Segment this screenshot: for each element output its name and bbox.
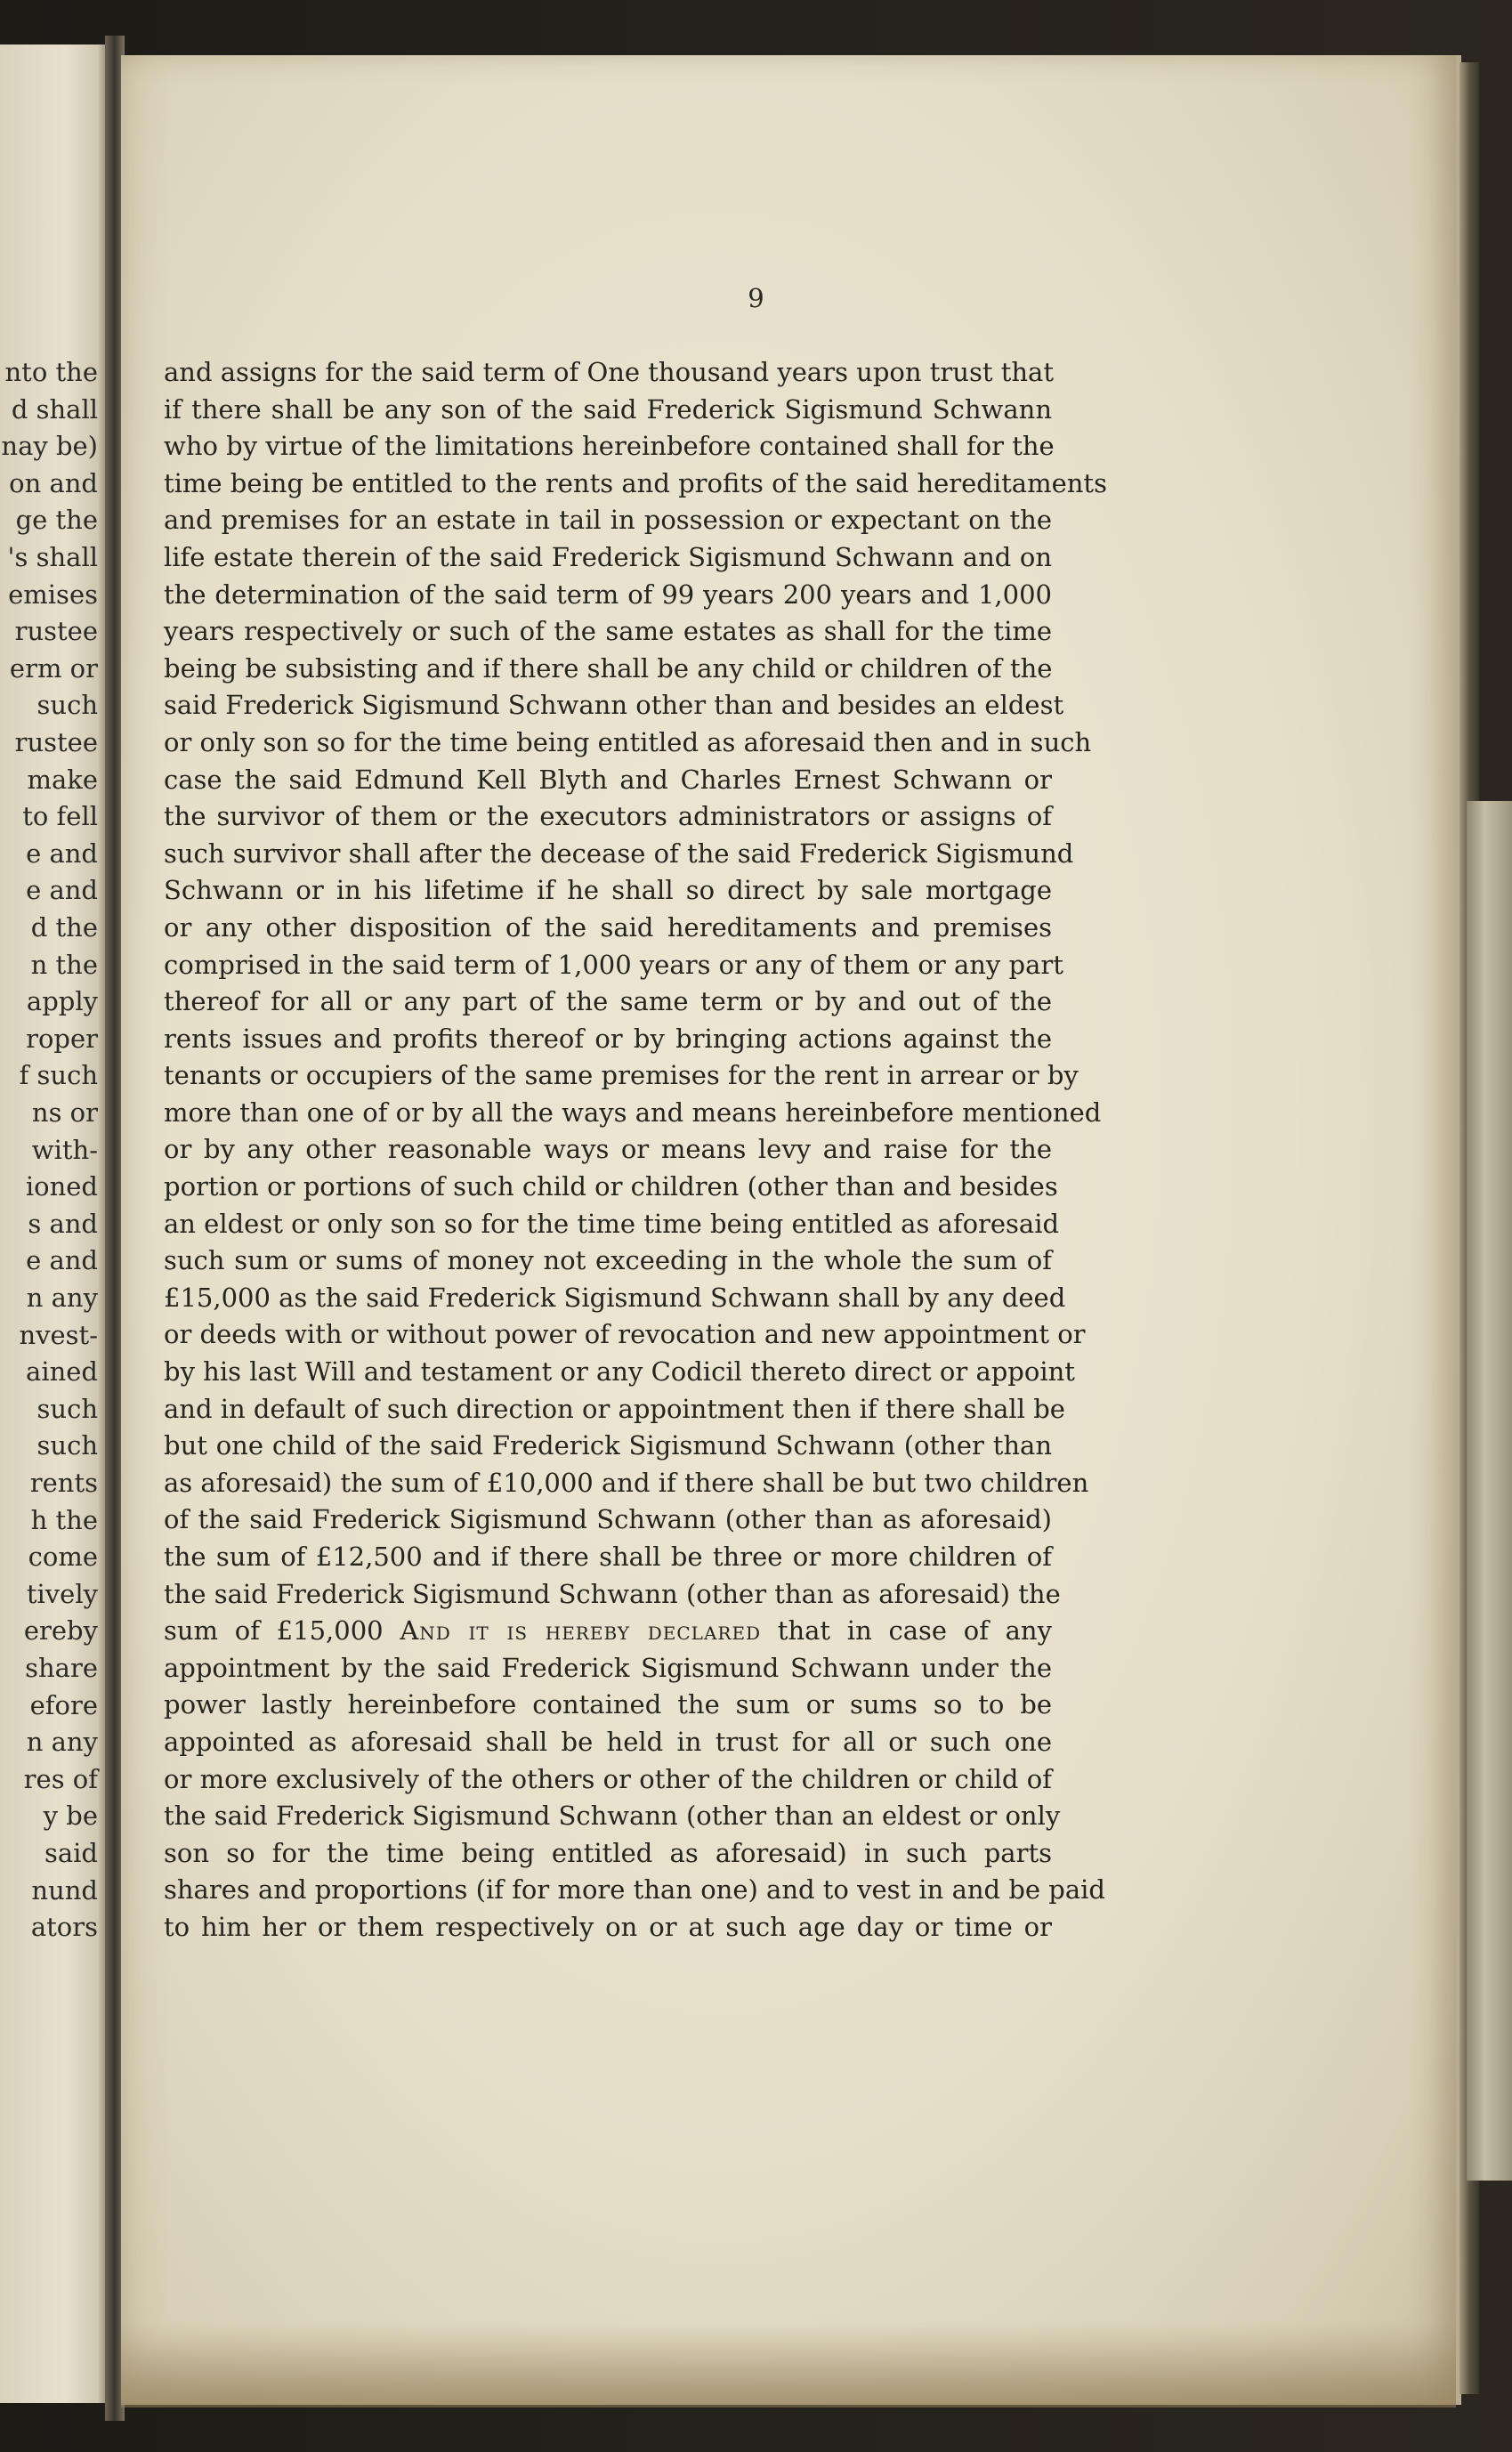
left-page-fragment: apply (26, 986, 98, 1017)
left-page-fragment: tively (26, 1578, 98, 1609)
text-line: power lastly hereinbefore contained the sum or sums so to be (164, 1689, 1052, 1720)
text-line: as aforesaid) the sum of £10,000 and if there shall be but two children (164, 1467, 1089, 1498)
left-page-fragment: res of (23, 1763, 98, 1794)
text-line: the survivor of them or the executors administrators or assigns of (164, 801, 1052, 832)
left-page-fragment: s and (28, 1208, 98, 1239)
left-page-fragment: ators (30, 1912, 98, 1943)
left-page-fragment: nvest- (19, 1319, 98, 1350)
left-page-fragment: ioned (25, 1171, 98, 1202)
left-page-fragment: such (36, 1393, 98, 1424)
page-number: 9 (748, 283, 764, 313)
left-page-fragment: such (36, 690, 98, 721)
page-bottom-stain (121, 2323, 1456, 2407)
left-page-fragment: ge the (15, 505, 98, 536)
left-page-fragment: efore (29, 1689, 98, 1720)
left-page-fragment: h the (30, 1504, 98, 1535)
text-line: or only son so for the time being entitled as aforesaid then and in such (164, 726, 1092, 757)
text-line: the determination of the said term of 99 years 200 years and 1,000 (164, 579, 1052, 610)
left-page-fragment: erm or (9, 652, 98, 684)
text-line: appointment by the said Frederick Sigismund Schwann under the (164, 1652, 1052, 1683)
left-page-fragment: e and (26, 838, 98, 869)
left-page-fragment: such (36, 1430, 98, 1461)
left-page-fragment: n any (26, 1283, 98, 1313)
text-line: appointed as aforesaid shall be held in trust for all or such one (164, 1726, 1052, 1757)
left-page-fragment: 's shall (7, 542, 98, 572)
left-page-fragment: f such (19, 1060, 98, 1091)
left-page-fragment: roper (26, 1023, 98, 1054)
text-line: such survivor shall after the decease of the said Frederick Sigismund (164, 838, 1074, 869)
text-line: but one child of the said Frederick Sigismund Schwann (other than (164, 1430, 1052, 1461)
left-page-fragment: said (44, 1838, 98, 1868)
left-page-fragment: ained (26, 1356, 98, 1388)
left-page-fragment: rustee (14, 616, 98, 647)
text-line: or by any other reasonable ways or means levy and raise for the (164, 1134, 1052, 1165)
text-line: if there shall be any son of the said Frederick Sigismund Schwann (164, 393, 1052, 425)
left-page-fragment: on and (9, 467, 98, 498)
left-page-fragment: ns or (31, 1097, 98, 1128)
text-line: the said Frederick Sigismund Schwann (other than an eldest or only (164, 1801, 1061, 1832)
left-page-fragment: n any (26, 1727, 98, 1758)
text-line: and assigns for the said term of One thousand years upon trust that (164, 357, 1054, 387)
text-line: years respectively or such of the same estates as shall for the time (164, 616, 1052, 647)
left-page-fragment: nay be) (1, 431, 98, 462)
text-line: and premises for an estate in tail in possession or expectant on the (164, 505, 1052, 536)
left-page-fragment: e and (26, 875, 98, 906)
text-line: £15,000 as the said Frederick Sigismund Schwann shall by any deed (164, 1282, 1066, 1313)
text-line: shares and proportions (if for more than one) and to vest in and be paid (164, 1874, 1105, 1906)
text-line: thereof for all or any part of the same term or by and out of the (164, 986, 1052, 1017)
left-page-fragment: come (28, 1542, 98, 1573)
left-page-fragment: emises (8, 579, 98, 610)
left-page-fragment: d shall (11, 393, 98, 425)
left-page-fragment: n the (30, 949, 98, 980)
left-page-fragment: rents (29, 1468, 98, 1498)
body-text (164, 354, 1107, 1946)
left-page-fragment: share (25, 1653, 98, 1683)
text-line: or deeds with or without power of revocation and new appointment or (164, 1319, 1086, 1350)
left-page-fragment: make (27, 764, 98, 795)
text-line: or any other disposition of the said hereditaments and premises (164, 911, 1052, 943)
text-line: by his last Will and testament or any Codicil thereto direct or appoint (164, 1356, 1075, 1388)
left-page-fragment: y be (43, 1801, 98, 1832)
text-line: life estate therein of the said Frederick Sigismund Schwann and on (164, 541, 1052, 572)
text-line: Schwann or in his lifetime if he shall so direct by sale mortgage (164, 875, 1052, 906)
text-line: sum of £15,000 And it is hereby declared that in case of any (164, 1615, 1052, 1647)
text-line: or more exclusively of the others or other of the children or child of (164, 1763, 1052, 1794)
text-line: to him her or them respectively on or at such age day or time or (164, 1911, 1052, 1942)
text-line: more than one of or by all the ways and means hereinbefore mentioned (164, 1097, 1102, 1128)
text-line: said Frederick Sigismund Schwann other than and besides an eldest (164, 690, 1064, 721)
left-page-edge (0, 45, 109, 2403)
text-line: comprised in the said term of 1,000 years or any of them or any part (164, 949, 1063, 980)
text-line: son so for the time being entitled as aforesaid) in such parts (164, 1837, 1052, 1868)
text-line: tenants or occupiers of the same premises for the rent in arrear or by (164, 1060, 1079, 1091)
text-line: case the said Edmund Kell Blyth and Charles Ernest Schwann or (164, 764, 1052, 795)
text-line: the sum of £12,500 and if there shall be three or more children of (164, 1542, 1052, 1572)
text-line: of the said Frederick Sigismund Schwann (other than as aforesaid) (164, 1504, 1052, 1535)
text-line: and in default of such direction or appointment then if there shall be (164, 1393, 1065, 1424)
left-page-fragment: with- (31, 1134, 98, 1165)
text-line: an eldest or only son so for the time time being entitled as aforesaid (164, 1208, 1060, 1239)
left-page-fragment: nund (31, 1874, 98, 1906)
left-page-fragment: e and (26, 1245, 98, 1276)
left-page-fragment: nto the (4, 357, 98, 387)
next-page-edge (1467, 801, 1512, 2181)
text-line: the said Frederick Sigismund Schwann (other than as aforesaid) the (164, 1578, 1061, 1609)
left-page-fragment: ereby (23, 1615, 98, 1647)
text-line: rents issues and profits thereof or by bringing actions against the (164, 1023, 1052, 1054)
text-line: portion or portions of such child or children (other than and besides (164, 1171, 1058, 1202)
left-page-fragment: rustee (14, 727, 98, 757)
text-line: who by virtue of the limitations hereinbefore contained shall for the (164, 431, 1055, 462)
text-line: time being be entitled to the rents and profits of the said hereditaments (164, 467, 1107, 498)
left-page-fragment: d the (30, 912, 98, 943)
text-line: such sum or sums of money not exceeding in the whole the sum of (164, 1245, 1052, 1276)
left-page-fragment: to fell (22, 801, 98, 832)
text-line: being be subsisting and if there shall be any child or children of the (164, 652, 1053, 684)
